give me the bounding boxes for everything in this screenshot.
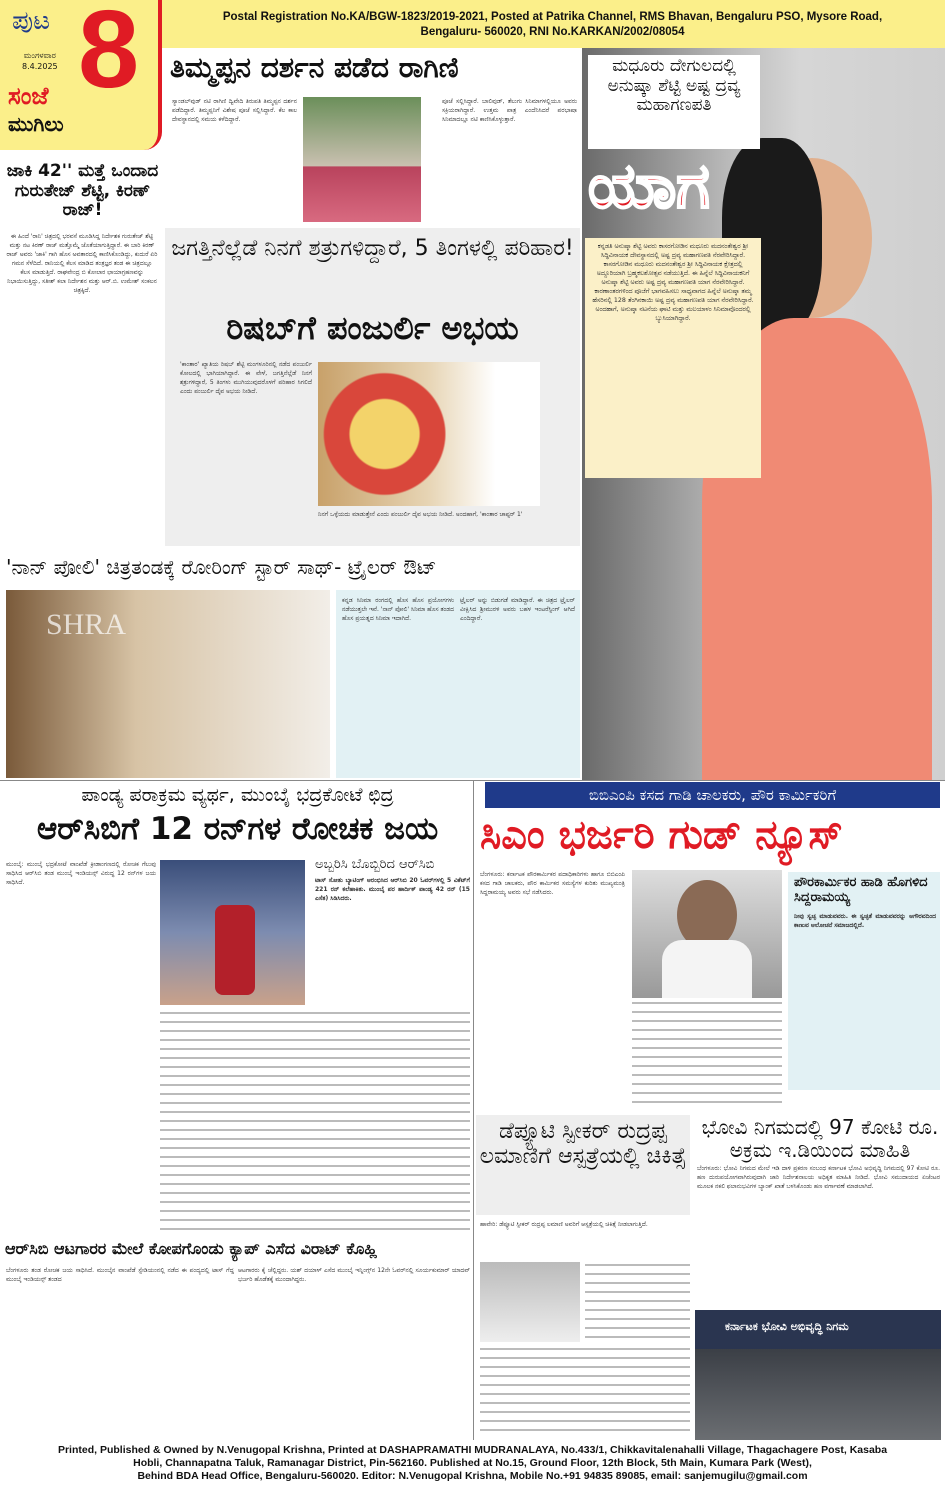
postal-line-2: Bengaluru- 560020, RNI No.KARKAN/2002/08054	[420, 26, 685, 38]
rcb-kicker: ಪಾಂಡ್ಯ ಪರಾಕ್ರಮ ವ್ಯರ್ಥ, ಮುಂಬೈ ಭದ್ರಕೋಟೆ ಛಿದ್ರ	[81, 784, 394, 806]
naanpoli-photo	[6, 590, 330, 778]
anushka-headline: ಯಾಗ	[588, 149, 710, 222]
jaaki-headline: ಜಾಕಿ 42'' ಮತ್ತೆ ಒಂದಾದ ಗುರುತೇಜ್ ಶೆಟ್ಟಿ, ಕಿರಣ್ ರಾಜ್!	[6, 161, 159, 221]
deputy-body: ಹಾವೇರಿ: ಡೆಪ್ಯೂಟಿ ಸ್ಪೀಕರ್ ರುದ್ರಪ್ಪ ಲಮಾಣಿ ಅವರಿಗೆ ಆಸ್ಪತ್ರೆಯಲ್ಲಿ ಚಿಕಿತ್ಸೆ ನೀಡಲಾಗುತ್ತಿದೆ.	[480, 1221, 648, 1228]
cm-headline: ಸಿಎಂ ಭರ್ಜರಿ ಗುಡ್ ನ್ಯೂಸ್	[480, 812, 843, 858]
naanpoli-headline: 'ನಾನ್ ಪೋಲಿ' ಚಿತ್ರತಂಡಕ್ಕೆ ರೋರಿಂಗ್ ಸ್ಟಾರ್ ಸಾಥ್- ಟ್ರೈಲರ್ ಔಟ್	[6, 555, 437, 579]
rcb-photo	[160, 860, 305, 1005]
jaaki-body: ಈ ಹಿಂದೆ 'ರಾನಿ' ಚಿತ್ರದಲ್ಲಿ ಭರವಸೆ ಮೂಡಿಸಿದ್ದ ನಿರ್ದೇಶಕ ಗುರುತೇಜ್ ಶೆಟ್ಟಿ ಮತ್ತು ನಟ ಕಿರಣ್ ರಾಜ್ ಮತ್ತೊಮ್ಮೆ ಜೊತೆಯಾಗುತ್ತಿದ್ದಾರೆ. ಈ ಬಾರಿ ಕಿರಣ್ ರಾಜ್ ಅವರು 'ಜಾಕಿ' ಗಾಗಿ ಹೊಸ ಅವತಾರದಲ್ಲಿ ಕಾಣಿಸಿಕೊಂಡಿದ್ದು, ಕುದುರೆ ಏರಿ ಗಮನ ಸೆಳೆದಿದೆ. ರಾನಿಯಲ್ಲಿ ಕೆಲಸ ಮಾಡಿದ ತಂತ್ರಜ್ಞರ ತಂಡ ಈ ಚಿತ್ರದಲ್ಲೂ ಕೆಲಸ ಮಾಡುತ್ತಿದೆ. ರಾಘವೇಂದ್ರ ಬಿ ಕೋಲಾರ ಛಾಯಾಗ್ರಹಣವನ್ನು ನಿಭಾಯಿಸುತ್ತಿದ್ದು, ಸತೀಶ್ ಕಲಾ ನಿರ್ದೇಶನ ಮತ್ತು ಆರ್.ಬಿ. ಉಮೇಶ್ ಸಂಕಲನ ಚಿತ್ರಕ್ಕಿದೆ.	[6, 233, 158, 294]
kohli-headline: ಆರ್‌ಸಿಬಿ ಆಟಗಾರರ ಮೇಲೆ ಕೋಪಗೊಂಡು ಕ್ಯಾಪ್ ಎಸೆದ ವಿರಾಟ್ ಕೊಹ್ಲಿ	[5, 1239, 378, 1258]
deputy-headline: ಡೆಪ್ಯೂಟಿ ಸ್ಪೀಕರ್ ರುದ್ರಪ್ಪ ಲಮಾಣಿಗೆ ಆಸ್ಪತ್ರೆಯಲ್ಲಿ ಚಿಕಿತ್ಸೆ	[476, 1115, 690, 1215]
footer-line-2: Hobli, Channapatna Taluk, Ramanagar District, Pin-562160. Published at No.15, Ground Floor, 12th Block, 5th Main, Kumara Park (West),	[133, 1457, 812, 1469]
naanpoli-body-2: ಟ್ರೈಲರ್ ಅನ್ನು ಬಿಡುಗಡೆ ಮಾಡಿದ್ದಾರೆ. ಈ ಚಿತ್ರದ ಟ್ರೈಲರ್ ವೀಕ್ಷಿಸಿದ ಶ್ರೀಮುರಳಿ ಅವರು ಬಹಳ ಇಂಟರೆಸ್ಟಿಂಗ್ ಆಗಿದೆ ಎಂದಿದ್ದಾರೆ.	[460, 597, 575, 622]
cm-box-body: ನೀವು ಸ್ವಚ್ಛ ಮಾಡುವವರು. ಈ ಸ್ವಚ್ಛತೆ ಮಾಡುವವರನ್ನು ಅಗೌರವದಿಂದ ಕಾಣುವ ಆಲೋಚನೆ ಸಮಾಜದಲ್ಲಿದೆ.	[794, 913, 936, 929]
ragini-headline: ತಿಮ್ಮಪ್ಪನ ದರ್ಶನ ಪಡೆದ ರಾಗಿಣಿ	[170, 51, 459, 84]
rcb-subhead: ಅಬ್ಬರಿಸಿ ಬೊಬ್ಬಿರಿದ ಆರ್‌ಸಿಬಿ	[315, 857, 435, 872]
masthead	[0, 0, 162, 150]
rcb-sub-body: ಟಾಸ್ ಸೋತು ಬ್ಯಾಟಿಂಗ್ ಆರಂಭಿಸಿದ ಆರ್‌ಸಿಬಿ 20 ಓವರ್‌ಗಳಲ್ಲಿ 5 ವಿಕೆಟ್‌ಗೆ 221 ರನ್ ಕಲೆಹಾಕಿತು. ಮುಂಬೈ ಪರ ಹಾರ್ದಿಕ್ ಪಾಂಡ್ಯ 42 ರನ್ (15 ಎಸೆತ) ಸಿಡಿಸಿದರು.	[315, 877, 470, 902]
bhovi-headline: ಭೋವಿ ನಿಗಮದಲ್ಲಿ 97 ಕೋಟಿ ರೂ. ಅಕ್ರಮ ಇ.ಡಿಯಿಂದ ಮಾಹಿತಿ	[701, 1115, 939, 1162]
bhovi-body: ಬೆಂಗಳೂರು: ಭೋವಿ ನಿಗಮದ ಮೇಲೆ ಇಡಿ ದಾಳಿ ಪ್ರಕರಣ ಸಂಬಂಧ ಕರ್ನಾಟಕ ಭೋವಿ ಅಭಿವೃದ್ಧಿ ನಿಗಮದಲ್ಲಿ 97 ಕೋಟಿ ರೂ. ಹಣ ದುರುಪಯೋಗವಾಗಿರುವುದಾಗಿ ಜಾರಿ ನಿರ್ದೇಶನಾಲಯ ಅಧಿಕೃತ ಮಾಹಿತಿ ನೀಡಿದೆ. ಭೋವಿ ಸಮುದಾಯದ ಏಜೆಂಟರ ಮೂಲಕ ನಕಲಿ ಫಲಾನುಭವಿಗಳ ಬ್ಯಾಂಕ್ ಖಾತೆ ಬಳಸಿಕೊಂಡು ಹಣ ವರ್ಗಾವಣೆ ಮಾಡಲಾಗಿದೆ.	[697, 1165, 940, 1190]
postal-registration	[160, 0, 945, 48]
ragini-body-1: ಸ್ಯಾಂಡಲ್‌ವುಡ್ ನಟಿ ರಾಗಿಣಿ ದ್ವಿವೇದಿ ತಿರುಪತಿ ತಿಮ್ಮಪ್ಪನ ದರ್ಶನ ಪಡೆದಿದ್ದಾರೆ. ತಿಮ್ಮಪ್ಪನಿಗೆ ವಿಶೇಷ ಪೂಜೆ ಸಲ್ಲಿಸಿದ್ದಾರೆ. ಕೆಲ ಕಾಲ ದೇವಸ್ಥಾನದಲ್ಲಿ ಸಮಯ ಕಳೆದಿದ್ದಾರೆ.	[172, 98, 297, 123]
date: 8.4.2025	[22, 62, 58, 71]
cm-photo	[632, 870, 782, 998]
rishab-photo	[318, 362, 540, 506]
rishab-caption: ನಿನಗೆ ಒಳ್ಳೆಯದು ಮಾಡುತ್ತೇನೆ ಎಂದು ಪಂಜುರ್ಲಿ ದೈವ ಅಭಯ ನೀಡಿದೆ. ಅಂದಹಾಗೆ, 'ಕಾಂತಾರ ಚಾಪ್ಟರ್ 1'	[318, 511, 523, 518]
deputy-body-continued	[480, 1346, 690, 1438]
logo-line-2: ಮುಗಿಲು	[8, 112, 64, 136]
naanpoli-body-1: ಕನ್ನಡ ಸಿನಿಮಾ ರಂಗದಲ್ಲಿ ಹೊಸ ಹೊಸ ಪ್ರಯೋಗಗಳು ನಡೆಯುತ್ತಲೇ ಇವೆ. 'ನಾನ್ ಪೋಲಿ' ಸಿನಿಮಾ ಹೊಸ ತಂಡದ ಹೊಸ ಪ್ರಯತ್ನದ ಸಿನಿಮಾ ಇದಾಗಿದೆ.	[342, 597, 454, 622]
dateline	[22, 50, 58, 72]
footer-line-3: Behind BDA Head Office, Bengaluru-560020. Editor: N.Venugopal Krishna, Mobile No.+91 94835 89085, email: sanjemugilu@gmail.com	[137, 1470, 808, 1482]
rishab-headline: ರಿಷಬ್‌ಗೆ ಪಂಜುರ್ಲಿ ಅಭಯ	[226, 309, 519, 347]
ragini-body-2: ಪೂಜೆ ಸಲ್ಲಿಸಿದ್ದಾರೆ. ಬಾಲಿವುಡ್, ತೆಲುಗು ಸಿನಿಮಾಗಳಲ್ಲಿಯೂ ಅವರು ಸಕ್ರಿಯರಾಗಿದ್ದಾರೆ. ಉತ್ತಮ ಪಾತ್ರ ಎಂದೆನಿಸಿದರೆ ಪರಭಾಷಾ ಸಿನಿಮಾದಲ್ಲೂ ನಟಿ ಕಾಣಿಸಿಕೊಳ್ಳುತ್ತಾರೆ.	[442, 98, 577, 123]
postal-line-1: Postal Registration No.KA/BGW-1823/2019-2021, Posted at Patrika Channel, RMS Bhavan, Bengaluru PSO, Mysore Road,	[222, 11, 883, 23]
deputy-body-continued	[585, 1262, 690, 1342]
page-word: ಪುಟ	[12, 6, 51, 36]
anushka-kicker: ಮಧೂರು ದೇಗುಲದಲ್ಲಿ ಅನುಷ್ಕಾ ಶೆಟ್ಟಿ ಅಷ್ಟ ದ್ರವ್ಯ ಮಹಾಗಣಪತಿ	[588, 55, 760, 149]
rishab-body: 'ಕಾಂತಾರ' ಖ್ಯಾತಿಯ ರಿಷಬ್ ಶೆಟ್ಟಿ ಮಂಗಳೂರಿನಲ್ಲಿ ನಡೆದ ಪಂಜುರ್ಲಿ ಕೋಲದಲ್ಲಿ ಭಾಗಿಯಾಗಿದ್ದಾರೆ. ಈ ವೇಳೆ, ಜಗತ್ತಿನೆಲ್ಲೆಡೆ ನಿನಗೆ ಶತ್ರುಗಳಿದ್ದಾರೆ, 5 ತಿಂಗಳು ಮುಗಿಯುವುದರೊಳಗೆ ಪರಿಹಾರ ಸಿಗಲಿದೆ ಎಂದು ಪಂಜುರ್ಲಿ ದೈವ ಅಭಯ ನೀಡಿದೆ.	[180, 361, 312, 395]
logo-line-1: ಸಂಜೆ	[8, 82, 49, 110]
kohli-body-2: ಆಟಗಾರರು ಕೈ ಚೆಲ್ಲಿದ್ದರು. ಯಶ್ ದಯಾಳ್ ಎಸೆದ ಮುಂಬೈ ಇನ್ನಿಂಗ್ಸ್‌ನ 12ನೇ ಓವರ್‌ನಲ್ಲಿ ಸೂರ್ಯಕುಮಾರ್ ಯಾದವ್ ಭರ್ಜರಿ ಹೊಡೆತಕ್ಕೆ ಮುಂದಾಗಿದ್ದರು.	[238, 1267, 470, 1283]
rcb-headline: ಆರ್‌ಸಿಬಿಗೆ 12 ರನ್‌ಗಳ ರೋಚಕ ಜಯ	[36, 811, 439, 847]
signboard-text: ಕರ್ನಾಟಕ ಭೋವಿ ಅಭಿವೃದ್ಧಿ ನಿಗಮ	[725, 1320, 849, 1333]
rcb-body: ಮುಂಬೈ: ಮುಂಬೈ ಭದ್ರಕೋಟೆ ವಾಂಖೆಡೆ ಕ್ರೀಡಾಂಗಣದಲ್ಲಿ ರೋಚಕ ಗೆಲುವು ಸಾಧಿಸಿದ ಆರ್‌ಸಿಬಿ ತಂಡ ಮುಂಬೈ ಇಂಡಿಯನ್ಸ್ ವಿರುದ್ಧ 12 ರನ್‌ಗಳ ಜಯ ಸಾಧಿಸಿದೆ.	[6, 861, 156, 886]
footer-line-1: Printed, Published & Owned by N.Venugopal Krishna, Printed at DASHAPRAMATHI MUDRANALAYA, No.433/1, Chikkavitalenahalli Village, Thagachagere Post, Kasaba	[57, 1444, 888, 1456]
page-number: 8	[78, 0, 140, 111]
cm-body: ಬೆಂಗಳೂರು: ಕರ್ನಾಟಕ ಪೌರಕಾರ್ಮಿಕರ ಪದಾಧಿಕಾರಿಗಳು ಹಾಗೂ ಬಿಬಿಎಂಪಿ ಕಸದ ಗಾಡಿ ಚಾಲಕರು, ಪೌರ ಕಾರ್ಮಿಕರ ಸಮಸ್ಯೆಗಳ ಕುರಿತು ಮುಖ್ಯಮಂತ್ರಿ ಸಿದ್ದರಾಮಯ್ಯ ಅವರು ಸಭೆ ನಡೆಸಿದರು.	[480, 871, 625, 896]
anushka-body: ಕನ್ನಡತಿ ಅನುಷ್ಕಾ ಶೆಟ್ಟಿ ಅವರು ಕಾಸರಗೋಡಿನ ಮಧೂರು ಮದನಂತೇಶ್ವರ ಶ್ರೀ ಸಿದ್ಧಿವಿನಾಯಕ ದೇವಸ್ಥಾನದಲ್ಲಿ ಅಷ್ಟ ದ್ರವ್ಯ ಮಹಾಗಣಪತಿ ನೆರವೇರಿಸಿದ್ದಾರೆ. ಕಾಸರಗೋಡಿನ ಮಧೂರು ಮದನಂತೇಶ್ವರ ಶ್ರೀ ಸಿದ್ಧಿವಿನಾಯಕ ಕ್ಷೇತ್ರದಲ್ಲಿ ಅದ್ದೂರಿಯಾಗಿ ಬ್ರಹ್ಮಕಲಶೋತ್ಸವ ನಡೆಯುತ್ತಿದೆ. ಈ ಹಿನ್ನೆಲೆ ಸಿದ್ಧಿವಿನಾಯಕನಿಗೆ ಅನುಷ್ಕಾ ಶೆಟ್ಟಿ ಅವರು ಅಷ್ಟ ದ್ರವ್ಯ ಮಹಾಗಣಪತಿ ಯಾಗ ನೆರವೇರಿಸಿದ್ದಾರೆ. ಕಾರಣಾಂತರಗಳಿಂದ ಪೂಜೆಗೆ ಭಾಗವಹಿಸಲು ಸಾಧ್ಯವಾಗದ ಹಿನ್ನೆಲೆ ಅನುಷ್ಕಾ ತಮ್ಮ ಹೆಸರಿನಲ್ಲಿ 128 ತೆಂಗಿನಕಾಯಿ ಅಷ್ಟ ದ್ರವ್ಯ ಮಹಾಗಣಪತಿ ಯಾಗ ನೆರವೇರಿಸಿದ್ದಾರೆ. ಅಂದಹಾಗೆ, ಅನುಷ್ಕಾ ನಟನೆಯ ಘಾಟಿ ಮತ್ತು ಮಲಯಾಳಂ ಸಿನಿಮಾವೊಂದರಲ್ಲಿ ಬ್ಯುಸಿಯಾಗಿದ್ದಾರೆ.	[585, 238, 761, 478]
bhovi-office-photo	[695, 1310, 941, 1440]
cm-banner: ಬಿಬಿಎಂಪಿ ಕಸದ ಗಾಡಿ ಚಾಲಕರು, ಪೌರ ಕಾರ್ಮಿಕರಿಗೆ	[485, 782, 940, 808]
rishab-kicker: ಜಗತ್ತಿನೆಲ್ಲೆಡೆ ನಿನಗೆ ಶತ್ರುಗಳಿದ್ದಾರೆ, 5 ತಿಂಗಳಲ್ಲಿ ಪರಿಹಾರ!	[171, 236, 574, 261]
cm-body-continued	[632, 1000, 782, 1110]
imprint-footer	[0, 1444, 945, 1483]
day: ಮಂಗಳವಾರ	[23, 51, 56, 60]
deputy-photo	[480, 1262, 580, 1342]
kohli-body-1: ಬೆಂಗಳೂರು ತಂಡ ರೋಚಕ ಜಯ ಸಾಧಿಸಿದೆ. ಮುಂಬೈನ ವಾಂಖೆಡೆ ಸ್ಟೇಡಿಯಂನಲ್ಲಿ ನಡೆದ ಈ ಪಂದ್ಯದಲ್ಲಿ ಟಾಸ್ ಗೆದ್ದ ಮುಂಬೈ ಇಂಡಿಯನ್ಸ್ ತಂಡದ	[6, 1267, 234, 1283]
rcb-body-continued	[160, 1010, 470, 1232]
divider	[473, 780, 474, 1440]
cm-box-headline: ಪೌರಕಾರ್ಮಿಕರ ಹಾಡಿ ಹೊಗಳಿದ ಸಿದ್ದರಾಮಯ್ಯ	[794, 875, 928, 905]
photo-backdrop-text: SHRA	[46, 608, 127, 641]
ragini-photo	[303, 97, 421, 222]
